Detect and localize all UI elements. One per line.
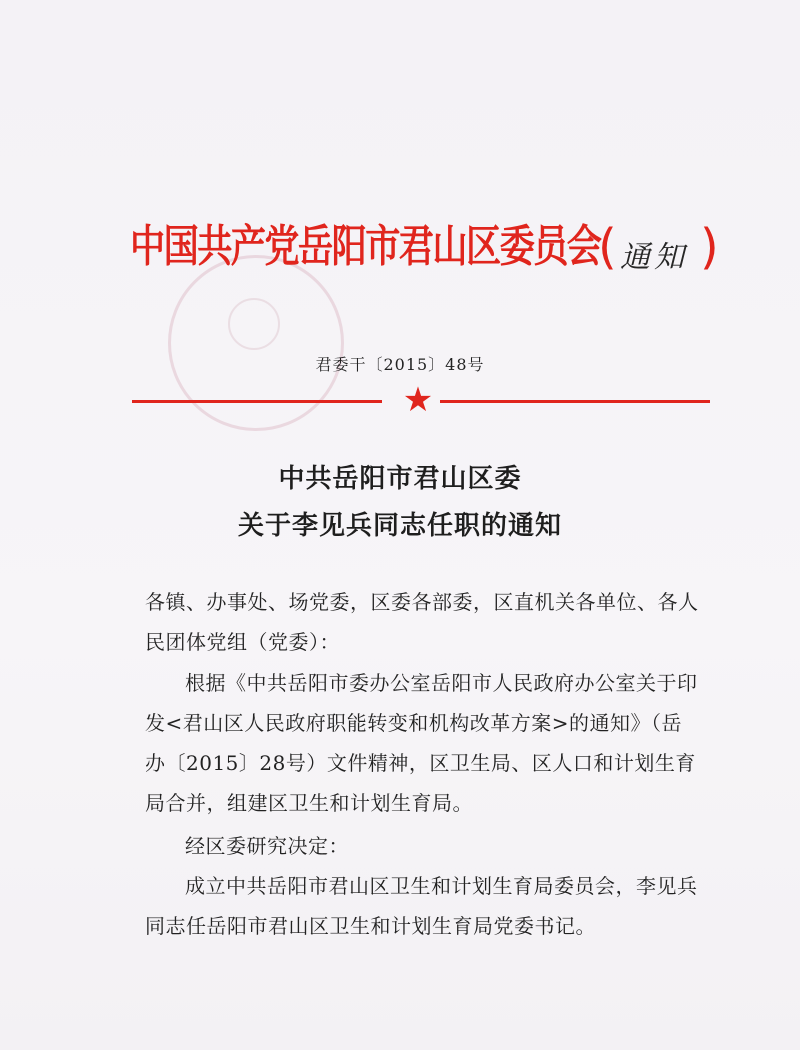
- decision-intro: 经区委研究决定：: [185, 834, 349, 858]
- red-rule-left: [132, 400, 382, 403]
- document-number: 君委干〔2015〕48号: [315, 355, 485, 374]
- red-rule-right: [440, 400, 710, 403]
- recipients-paragraph: 各镇、办事处、场党委，区委各部委，区直机关各单位、各人民团体党组（党委）：: [145, 590, 699, 654]
- handwritten-note: 通知: [620, 240, 688, 275]
- issuing-organization-header: 中国共产党岳阳市君山区委员会: [130, 221, 601, 272]
- faint-seal-emblem: [228, 298, 280, 350]
- star-icon: ★: [402, 380, 434, 420]
- decision-paragraph: 成立中共岳阳市君山区卫生和计划生育局委员会，李见兵同志任岳阳市君山区卫生和计划生育局党委书记。: [145, 874, 698, 938]
- basis-paragraph: 根据《中共岳阳市委办公室岳阳市人民政府办公室关于印发<君山区人民政府职能转变和机构改革方案>的通知》（岳办〔2015〕28号）文件精神，区卫生局、区人口和计划生育局合并，组建区卫生和计划生育局。: [145, 671, 698, 815]
- right-paren: ): [700, 219, 719, 275]
- document-title-line2: 关于李见兵同志任职的通知: [237, 511, 562, 541]
- left-paren: (: [598, 219, 617, 275]
- document-title-line1: 中共岳阳市君山区委: [278, 464, 522, 494]
